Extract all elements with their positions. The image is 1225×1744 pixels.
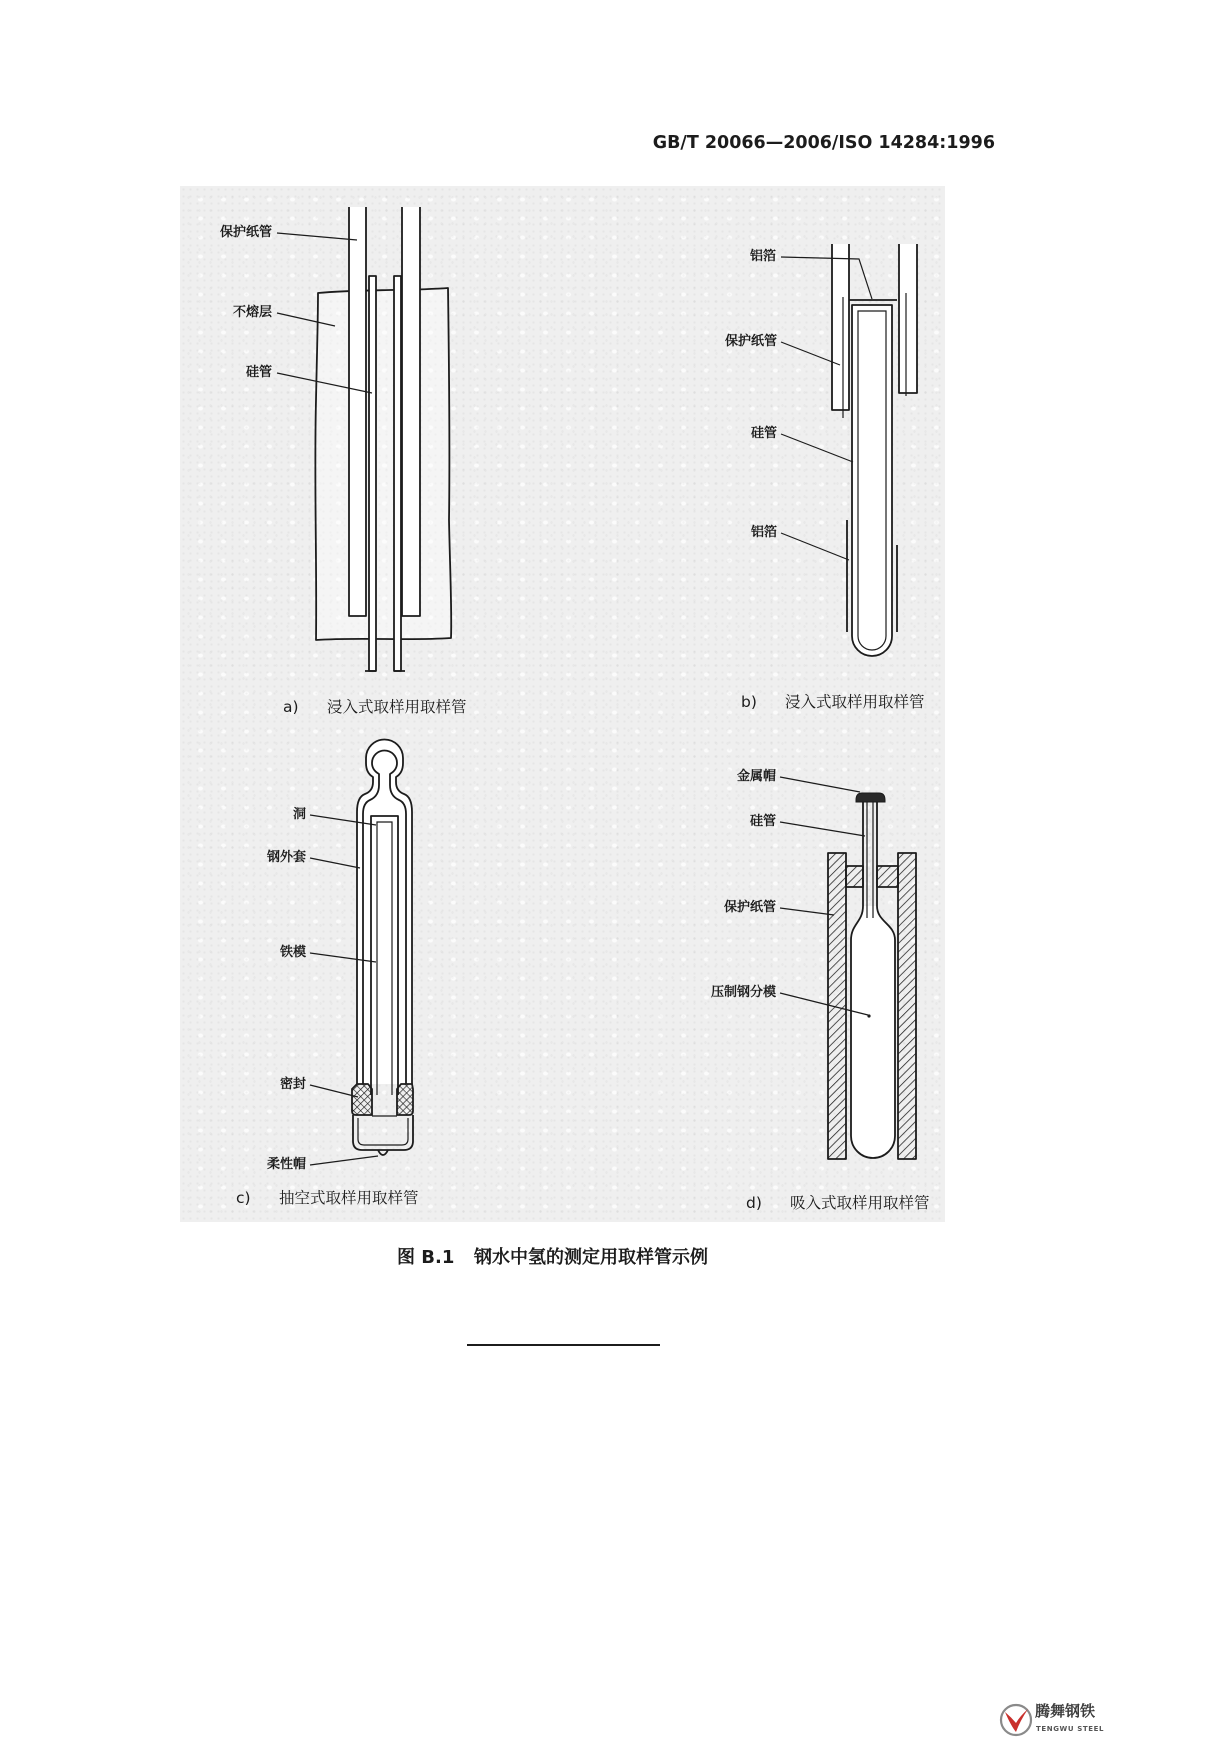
caption-b-tag: b) [741, 693, 757, 711]
label-a-paper-tube: 保护纸管 [219, 225, 272, 240]
silica-tube-right-wall [394, 276, 401, 671]
silica-tube-inner [867, 800, 873, 918]
flexible-cap-inner [358, 1118, 408, 1145]
label-d-silica-tube: 硅管 [749, 814, 776, 829]
figure-number: 图 B.1 [397, 1247, 455, 1268]
caption-d-text: 吸入式取样用取样管 [790, 1194, 930, 1212]
leader-line [780, 908, 834, 915]
label-c-seal: 密封 [279, 1077, 306, 1092]
diagram-d-suction-sampler [780, 777, 916, 1159]
paper-tube-left-wall [832, 244, 849, 410]
watermark-name-latin: TENGWU STEEL [1036, 1725, 1105, 1733]
caption-d-tag: d) [746, 1194, 762, 1212]
label-a-refractory-layer: 不熔层 [232, 305, 272, 320]
leader-line [781, 533, 849, 560]
label-c-flexible-cap: 柔性帽 [266, 1157, 306, 1172]
silica-tube-outer [863, 800, 877, 906]
leader-line [310, 1156, 378, 1165]
leader-line [310, 858, 360, 868]
leader-line [780, 822, 865, 836]
caption-a-text: 浸入式取样用取样管 [327, 698, 467, 716]
steel-jacket-outer [357, 740, 412, 1085]
paper-tube-left-wall [349, 207, 366, 616]
tengwu-logo-emblem-icon [998, 1699, 1034, 1741]
standard-header: GB/T 20066—2006/ISO 14284:1996 [652, 133, 995, 153]
paper-tube-right-wall [899, 244, 917, 393]
figure-title: 钢水中氢的测定用取样管示例 [474, 1247, 708, 1268]
seal-left [352, 1084, 372, 1115]
label-b-paper-tube: 保护纸管 [724, 334, 777, 349]
diagram-c-evacuated-sampler [310, 740, 413, 1166]
label-c-hole: 洞 [292, 807, 306, 822]
paper-tube-right-wall [402, 207, 420, 616]
paper-tube-right-wall [898, 853, 916, 1159]
refractory-layer-outline [315, 288, 451, 640]
caption-c-tag: c) [236, 1189, 251, 1207]
label-b-foil-top: 铝箔 [749, 249, 776, 264]
label-b-silica-tube: 硅管 [750, 426, 777, 441]
label-a-silica-tube: 硅管 [245, 365, 272, 380]
caption-c-text: 抽空式取样用取样管 [279, 1189, 419, 1207]
label-d-paper-tube: 保护纸管 [723, 900, 776, 915]
label-d-split-mould: 压制钢分模 [710, 985, 776, 1000]
diagram-b-immersion-sampler [781, 244, 917, 656]
label-d-metal-cap: 金属帽 [736, 769, 776, 784]
leader-line [781, 257, 872, 299]
label-c-steel-jacket: 钢外套 [266, 850, 306, 865]
label-c-iron-mould: 铁模 [279, 945, 306, 960]
stopper-right [877, 866, 898, 887]
silica-tube-left-wall [369, 276, 376, 671]
caption-a-tag: a) [283, 698, 299, 716]
leader-line [781, 434, 853, 462]
caption-b-text: 浸入式取样用取样管 [785, 693, 925, 711]
watermark-name: 腾舞钢铁 [1035, 1702, 1096, 1720]
metal-cap [856, 793, 885, 802]
stopper-left [846, 866, 863, 887]
label-b-foil-bottom: 铝箔 [750, 525, 777, 540]
split-mould [851, 906, 895, 1158]
diagram-a-immersion-sampler [277, 207, 451, 671]
end-rule [467, 1344, 660, 1346]
leader-line [277, 233, 357, 240]
seal-right [397, 1084, 413, 1115]
leader-line [780, 777, 860, 792]
leader-line [310, 1085, 358, 1097]
